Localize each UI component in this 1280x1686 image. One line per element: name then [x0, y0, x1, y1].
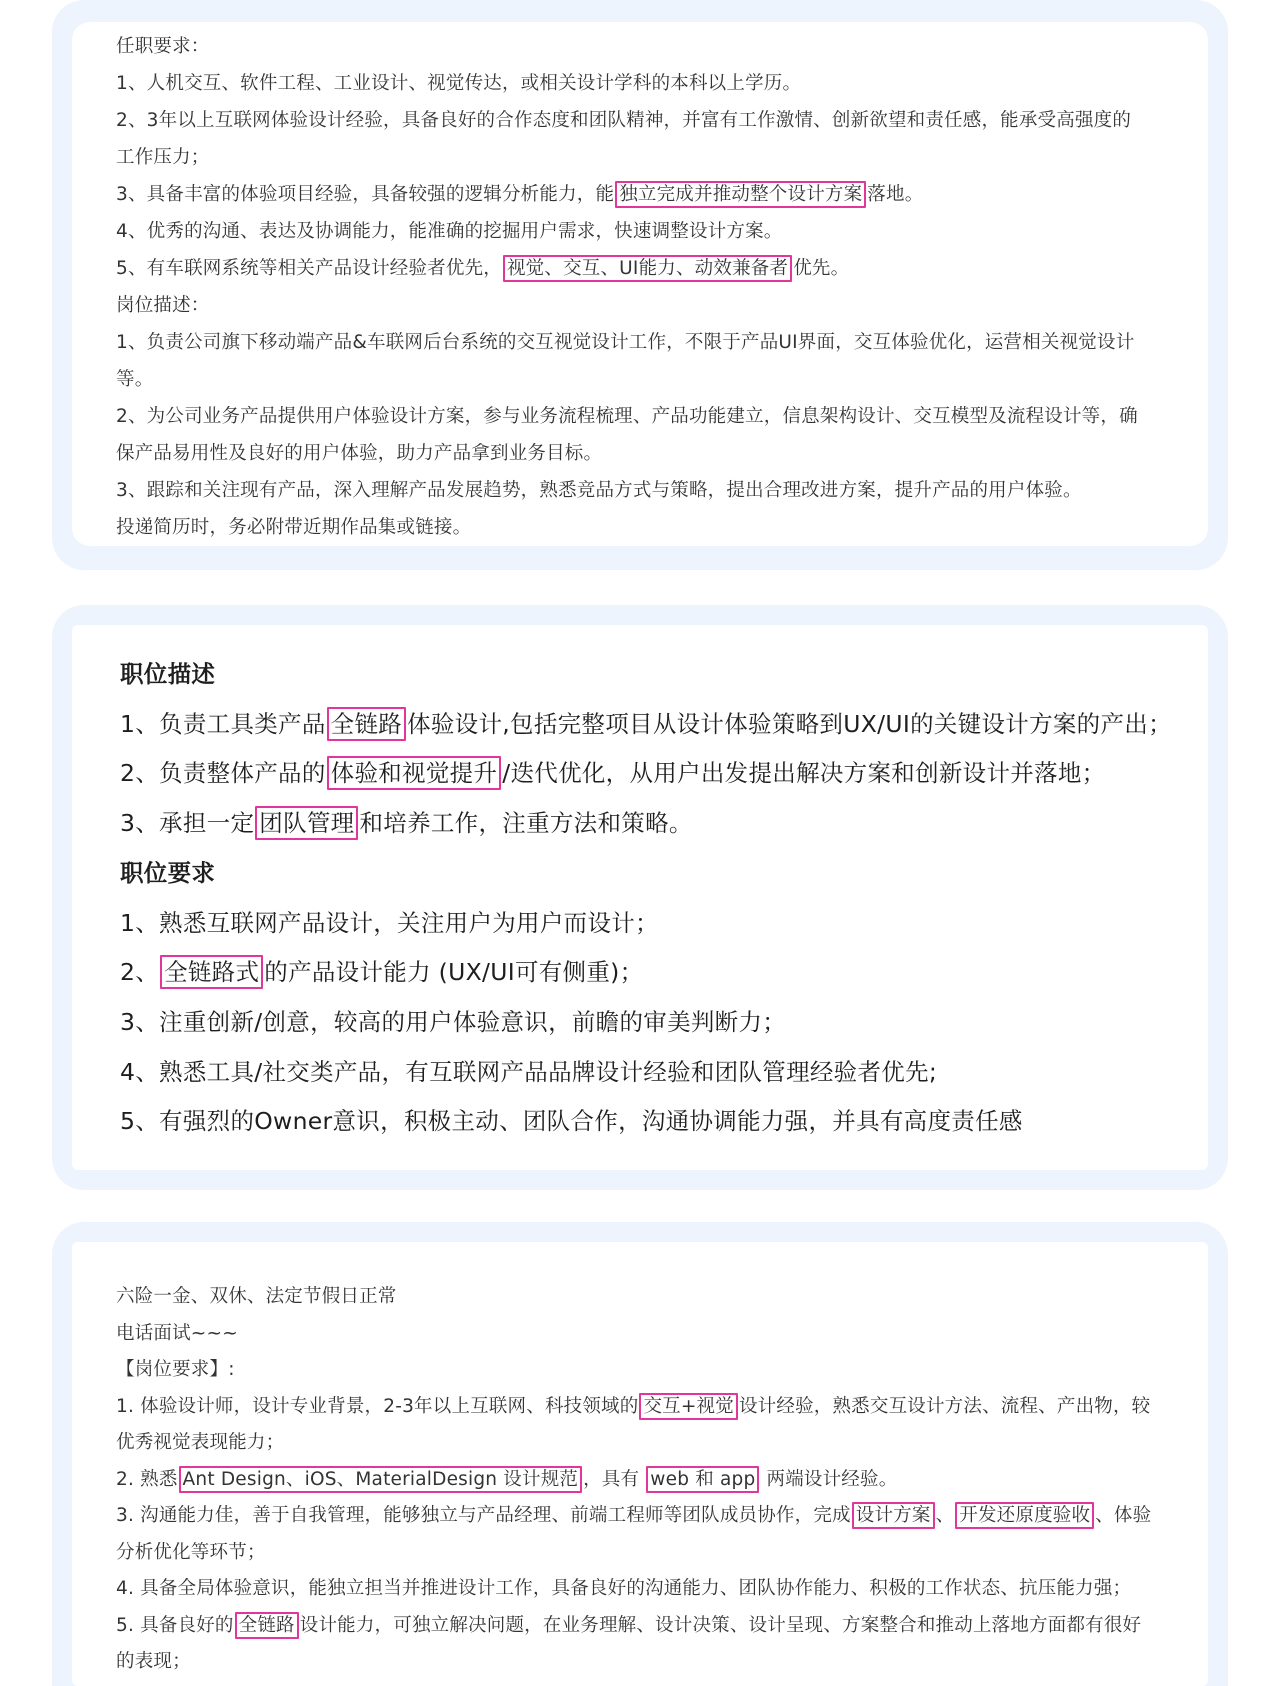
highlight-box: web 和 app — [646, 1466, 759, 1493]
highlight-box: 视觉、交互、UI能力、动效兼备者 — [503, 255, 792, 282]
text-line — [120, 1102, 1023, 1136]
text-segment: 两端设计经验。 — [760, 1468, 898, 1490]
highlight-box: 独立完成并推动整个设计方案 — [615, 181, 866, 208]
highlight-box: 开发还原度验收 — [955, 1502, 1094, 1529]
job-card-2 — [52, 605, 1228, 1190]
text-segment: 1、熟悉互联网产品设计，关注用户为用户而设计； — [120, 908, 659, 937]
text-segment: 3. 沟通能力佳，善于自我管理，能够独立与产品经理、前端工程师等团队成员协作，完成 — [116, 1505, 851, 1526]
text-segment: 、体验 — [1095, 1505, 1152, 1526]
text-segment: 2、 — [120, 958, 160, 987]
job-card-1 — [52, 0, 1228, 570]
text-segment: 岗位描述： — [116, 295, 210, 316]
text-line — [116, 69, 801, 95]
text-line — [120, 804, 693, 838]
text-segment: 的表现； — [116, 1651, 191, 1672]
highlight-box: 设计方案 — [852, 1502, 935, 1529]
text-line — [116, 1319, 238, 1345]
text-segment: 2、3年以上互联网体验设计经验，具备良好的合作态度和团队精神，并富有工作激情、创新欲望和责任感，能承受高强度的 — [116, 110, 1132, 131]
text-segment: 3、注重创新/创意，较高的用户体验意识，前瞻的审美判断力； — [120, 1007, 787, 1036]
text-line — [116, 1282, 397, 1308]
text-segment: 设计能力，可独立解决问题，在业务理解、设计决策、设计呈现、方案整合和推动上落地方面都有很好 — [299, 1614, 1142, 1636]
text-segment: 【岗位要求】: — [116, 1359, 235, 1380]
text-segment: 投递简历时，务必附带近期作品集或链接。 — [116, 517, 472, 538]
text-segment: 电话面试~~~ — [116, 1322, 238, 1344]
job-card-3 — [52, 1222, 1228, 1686]
text-segment: 、 — [935, 1505, 955, 1526]
text-line — [116, 1355, 235, 1381]
text-segment: 任职要求： — [116, 36, 210, 57]
highlight-box: 团队管理 — [255, 806, 358, 840]
text-line — [120, 754, 1105, 788]
section-heading — [120, 655, 215, 689]
text-segment: 2. 熟悉 — [116, 1468, 178, 1490]
text-line — [120, 953, 643, 987]
text-segment: /迭代优化，从用户出发提出解决方案和创新设计并落地； — [502, 759, 1106, 788]
text-segment: 2、负责整体产品的 — [120, 759, 326, 788]
section-heading — [120, 854, 215, 888]
text-segment: 3、承担一定 — [120, 809, 255, 838]
text-segment: 六险一金、双休、法定节假日正常 — [116, 1286, 397, 1307]
text-line — [116, 217, 782, 243]
text-line — [116, 1501, 1151, 1527]
text-line — [120, 1053, 937, 1087]
text-line — [120, 1003, 786, 1037]
text-line — [116, 328, 1134, 354]
text-line — [116, 439, 602, 465]
text-line — [116, 1428, 284, 1454]
text-segment: 4、优秀的沟通、表达及协调能力，能准确的挖掘用户需求，快速调整设计方案。 — [116, 221, 783, 242]
text-line — [116, 1574, 1131, 1600]
text-segment: 3、跟踪和关注现有产品，深入理解产品发展趋势，熟悉竞品方式与策略，提出合理改进方案，提升产品的用户体验。 — [116, 480, 1082, 501]
text-line — [116, 1538, 266, 1564]
text-line — [116, 1465, 897, 1491]
job-card-2-content — [72, 625, 1208, 1170]
text-segment: 职位描述 — [120, 660, 216, 688]
text-line — [116, 254, 849, 280]
text-segment: 体验设计,包括完整项目从设计体验策略到UX/UI的关键设计方案的产出； — [407, 709, 1172, 738]
text-segment: 优秀视觉表现能力； — [116, 1432, 285, 1453]
text-segment: 1、负责公司旗下移动端产品&车联网后台系统的交互视觉设计工作，不限于产品UI界面，交互体验优化，运营相关视觉设计 — [116, 332, 1135, 353]
text-segment: 的产品设计能力 (UX/UI可有侧重)； — [264, 958, 644, 987]
text-line — [116, 180, 923, 206]
text-line — [116, 106, 1131, 132]
job-card-3-content — [72, 1242, 1208, 1686]
text-segment: 2、为公司业务产品提供用户体验设计方案，参与业务流程梳理、产品功能建立，信息架构设计、交互模型及流程设计等，确 — [116, 406, 1138, 427]
text-segment: ，具有 — [583, 1468, 646, 1490]
text-segment: 设计经验，熟悉交互设计方法、流程、产出物，较 — [738, 1395, 1151, 1417]
text-line — [116, 1647, 191, 1673]
text-line — [116, 476, 1082, 502]
text-segment: 1、负责工具类产品 — [120, 709, 326, 738]
text-segment: 3、具备丰富的体验项目经验，具备较强的逻辑分析能力，能 — [116, 184, 615, 205]
text-segment: 保产品易用性及良好的用户体验，助力产品拿到业务目标。 — [116, 443, 603, 464]
highlight-box: 体验和视觉提升 — [327, 756, 502, 790]
text-segment: 分析优化等环节； — [116, 1541, 266, 1563]
text-segment: 职位要求 — [120, 858, 216, 887]
text-line — [116, 1611, 1141, 1637]
text-segment: 4、熟悉工具/社交类产品，有互联网产品品牌设计经验和团队管理经验者优先; — [120, 1057, 938, 1086]
text-segment: 优先。 — [793, 258, 850, 279]
text-segment: 1. 体验设计师，设计专业背景，2-3年以上互联网、科技领域的 — [116, 1395, 639, 1417]
text-segment: 和培养工作，注重方法和策略。 — [359, 809, 693, 838]
highlight-box: 全链路 — [235, 1612, 299, 1639]
highlight-box: Ant Design、iOS、MaterialDesign 设计规范 — [179, 1466, 583, 1493]
text-segment: 1、人机交互、软件工程、工业设计、视觉传达，或相关设计学科的本科以上学历。 — [116, 73, 802, 94]
highlight-box: 全链路 — [327, 707, 406, 741]
text-line — [116, 32, 210, 58]
text-line — [120, 904, 659, 938]
text-line — [116, 402, 1138, 428]
text-segment: 落地。 — [867, 184, 924, 205]
text-line — [116, 143, 210, 169]
text-line — [116, 291, 210, 317]
text-line — [116, 1392, 1150, 1418]
text-line — [120, 705, 1172, 739]
text-segment: 4. 具备全局体验意识，能独立担当并推进设计工作，具备良好的沟通能力、团队协作能力、积极的工作状态、抗压能力强； — [116, 1578, 1132, 1599]
job-card-1-content — [72, 22, 1208, 546]
text-segment: 5. 具备良好的 — [116, 1614, 234, 1636]
text-line — [116, 513, 471, 539]
text-line — [116, 365, 153, 391]
text-segment: 工作压力； — [116, 147, 210, 168]
text-segment: 5、有强烈的Owner意识，积极主动、团队合作，沟通协调能力强，并具有高度责任感 — [120, 1107, 1023, 1136]
highlight-box: 全链路式 — [160, 955, 263, 989]
highlight-box: 交互+视觉 — [639, 1393, 738, 1420]
text-segment: 等。 — [116, 369, 154, 390]
text-segment: 5、有车联网系统等相关产品设计经验者优先， — [116, 258, 502, 279]
